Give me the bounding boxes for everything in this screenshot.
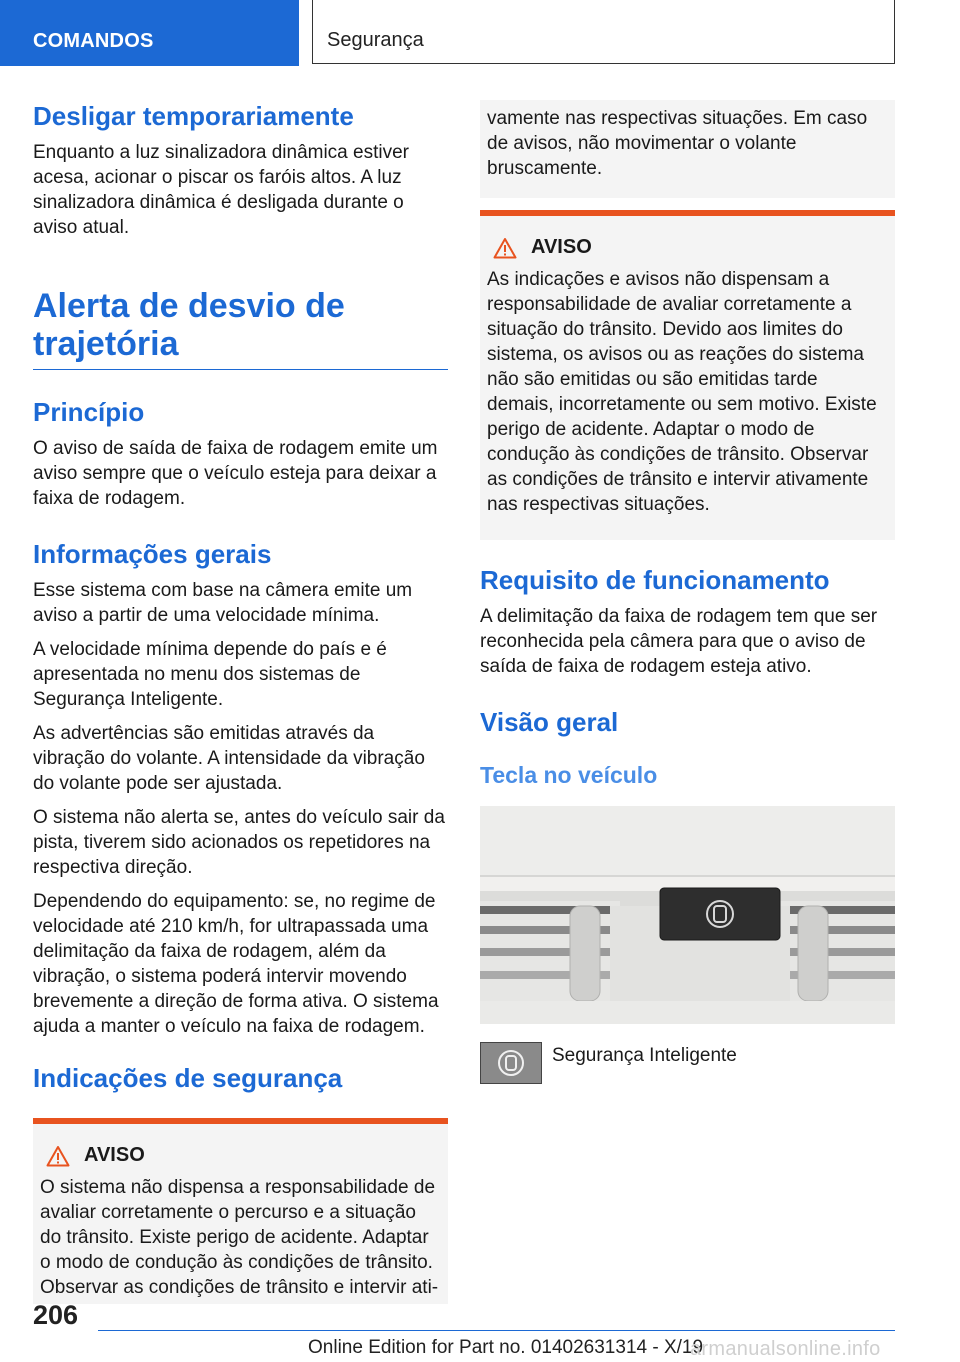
paragraph-info-3: As advertências são emitidas através da vibração do volante. A intensidade da vibração do volante pode ser ajustada. — [33, 723, 425, 794]
right-column — [480, 100, 895, 1084]
paragraph-info-2: A velocidade mínima depende do país e é apresentada no menu dos sistemas de Segurança Inteligente. — [33, 639, 387, 710]
heading-seguranca: Indicações de segurança — [33, 1063, 343, 1093]
paragraph-info-4: O sistema não alerta se, antes do veículo sair da pista, tiverem sido acionados os repetidores na respectiva direção. — [33, 807, 445, 878]
page-title — [33, 287, 448, 370]
warning-text-1: O sistema não dispensa a responsabilidade de avaliar corretamente o percurso e a situação do trânsito. Existe perigo de acidente. Adaptar o modo de condução às condições de trânsito. Observar as condições de trânsito e intervir ati- — [40, 1177, 439, 1298]
chapter-label: COMANDOS — [33, 30, 154, 52]
warning-title-1: AVISO — [84, 1144, 145, 1166]
warning-title-2: AVISO — [531, 236, 592, 258]
heading-desligar: Desligar temporariamente — [33, 101, 354, 131]
warning-triangle-icon — [46, 1145, 70, 1167]
edition-note: Online Edition for Part no. 01402631314 - X/19 — [308, 1337, 704, 1358]
warning-header-1 — [40, 1144, 440, 1167]
right-air-vent — [780, 901, 895, 1001]
legend-row — [480, 1042, 895, 1084]
paragraph-desligar: Enquanto a luz sinalizadora dinâmica estiver acesa, acionar o piscar os faróis altos. A luz sinalizadora dinâmica é desligada durante o aviso atual. — [33, 142, 409, 238]
watermark: armanualsonline.info — [690, 1338, 881, 1360]
page-number: 206 — [33, 1300, 79, 1330]
warning-triangle-icon — [493, 237, 517, 259]
heading-requisito: Requisito de funcionamento — [480, 565, 830, 595]
warning-box-2 — [480, 210, 895, 540]
paragraph-principio: O aviso de saída de faixa de rodagem emite um aviso sempre que o veículo esteja para deixar a faixa de rodagem. — [33, 438, 438, 509]
warning-box-1-continued — [480, 100, 895, 198]
warning-text-2: As indicações e avisos não dispensam a responsabilidade de avaliar corretamente a situação do trânsito. Devido aos limites do sistema, os avisos ou as reações do sistema não são emitidas ou são emitidas tarde demais, incorretamente ou sem motivo. Existe perigo de acidente. Adaptar o modo de condução às condições de trânsito. Observar as condições de trânsito e intervir ativamente nas respectivas situações. — [487, 269, 877, 515]
heading-informacoes: Informações gerais — [33, 539, 272, 569]
paragraph-info-5: Dependendo do equipamento: se, no regime de velocidade até 210 km/h, for ultrapassada uma delimitação da faixa de rodagem, além da vibração, o sistema poderá intervir movendo brevemente a direção de forma ativa. O sistema ajuda a manter o veículo na faixa de rodagem. — [33, 891, 439, 1037]
intelligent-safety-icon — [496, 1048, 526, 1078]
paragraph-info-1: Esse sistema com base na câmera emite um aviso a partir de uma velocidade mínima. — [33, 580, 413, 626]
heading-principio: Princípio — [33, 397, 145, 427]
dashboard-illustration — [480, 806, 895, 1024]
chapter-tab — [0, 0, 299, 66]
section-header — [312, 0, 895, 64]
left-air-vent — [480, 901, 620, 1001]
page-title-line1: Alerta de desvio de — [33, 287, 345, 325]
footer-rule — [98, 1330, 895, 1331]
heading-visao-geral: Visão geral — [480, 707, 619, 737]
vehicle-button-photo — [480, 806, 895, 1024]
intelligent-safety-button-thumbnail — [480, 1042, 542, 1084]
paragraph-requisito: A delimitação da faixa de rodagem tem que ser reconhecida pela câmera para que o aviso de saída de faixa de rodagem esteja ativo. — [480, 606, 878, 677]
warning-header-2 — [487, 236, 887, 259]
legend-caption: Segurança Inteligente — [552, 1045, 737, 1066]
warning-text-1-continued: vamente nas respectivas situações. Em caso de avisos, não movimentar o volante bruscamente. — [487, 108, 868, 179]
heading-tecla: Tecla no veículo — [480, 762, 658, 788]
left-column — [33, 100, 448, 1304]
page-title-line2: trajetória — [33, 325, 179, 363]
section-label: Segurança — [327, 29, 424, 51]
warning-box-1 — [33, 1118, 448, 1304]
